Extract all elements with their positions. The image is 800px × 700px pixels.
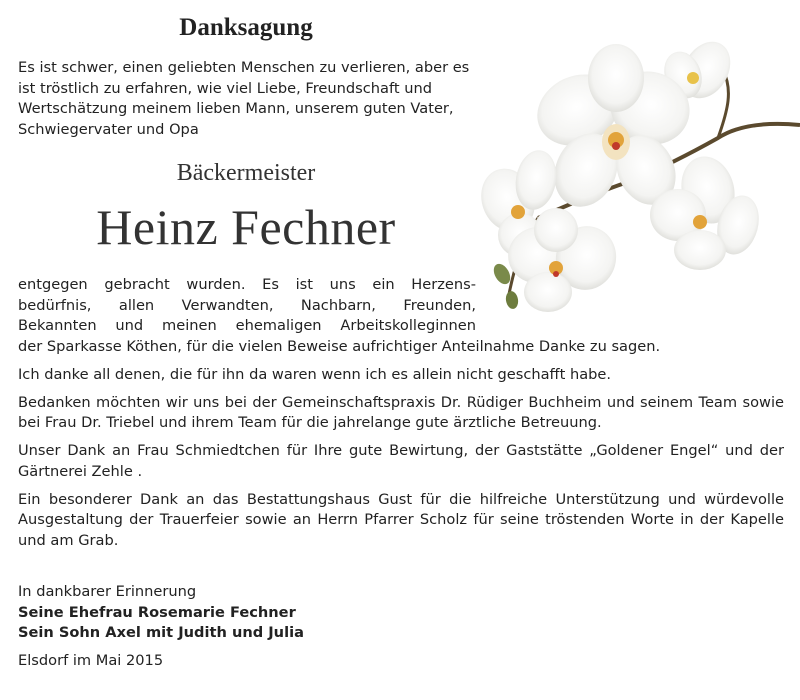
closing-line: In dankbarer Erinnerung [18,583,197,600]
paragraph-3: Bedanken möchten wir uns bei der Gemeinschaftspraxis Dr. Rüdiger Buchheim und seinem Team sowie bei Frau Dr. Triebel und ihrem Team für die jahrelange gute ärztliche Betreuung. [18,393,784,431]
occupation-title: Bäckermeister [176,160,316,186]
paragraph-1-line-3: Bekannten und meinen ehemaligen Arbeitskolleginnen [18,317,476,334]
notice-heading: Danksagung [179,14,313,41]
signer-son: Sein Sohn Axel mit Judith und Julia [18,624,304,641]
intro-paragraph: Es ist schwer, einen geliebten Menschen zu verlieren, aber es ist tröstlich zu erfahren, wie viel Liebe, Freundschaft und Wertschätzung meinem lieben Mann, unserem guten Vater, Schwiegervater und Opa [18,59,470,138]
body-text [18,275,784,559]
place-date: Elsdorf im Mai 2015 [18,652,164,669]
paragraph-1-wrapped [18,275,476,337]
signer-wife: Seine Ehefrau Rosemarie Fechner [18,603,296,621]
paragraph-2: Ich danke all denen, die für ihn da waren wenn ich es allein nicht geschafft habe. [18,365,612,383]
paragraph-5: Ein besonderer Dank an das Bestattungshaus Gust für die hilfreiche Unterstützung und würdevolle Ausgestaltung der Trauerfeier sowie an Herrn Pfarrer Scholz für seine tröstenden Worte in der Kapelle und am Grab. [18,490,784,549]
deceased-name: Heinz Fechner [96,199,396,255]
closing-block [18,582,418,644]
paragraph-4: Unser Dank an Frau Schmiedtchen für Ihre gute Bewirtung, der Gaststätte „Goldener Engel“ und der Gärtnerei Zehle . [18,442,784,480]
paragraph-1-line-2: bedürfnis, allen Verwandten, Nachbarn, Freunden, [18,296,476,314]
paragraph-1-end: der Sparkasse Köthen, für die vielen Beweise aufrichtiger Anteilnahme Danke zu sagen. [18,337,661,355]
paragraph-1-line-1: entgegen gebracht wurden. Es ist uns ein Herzens- [18,276,476,293]
